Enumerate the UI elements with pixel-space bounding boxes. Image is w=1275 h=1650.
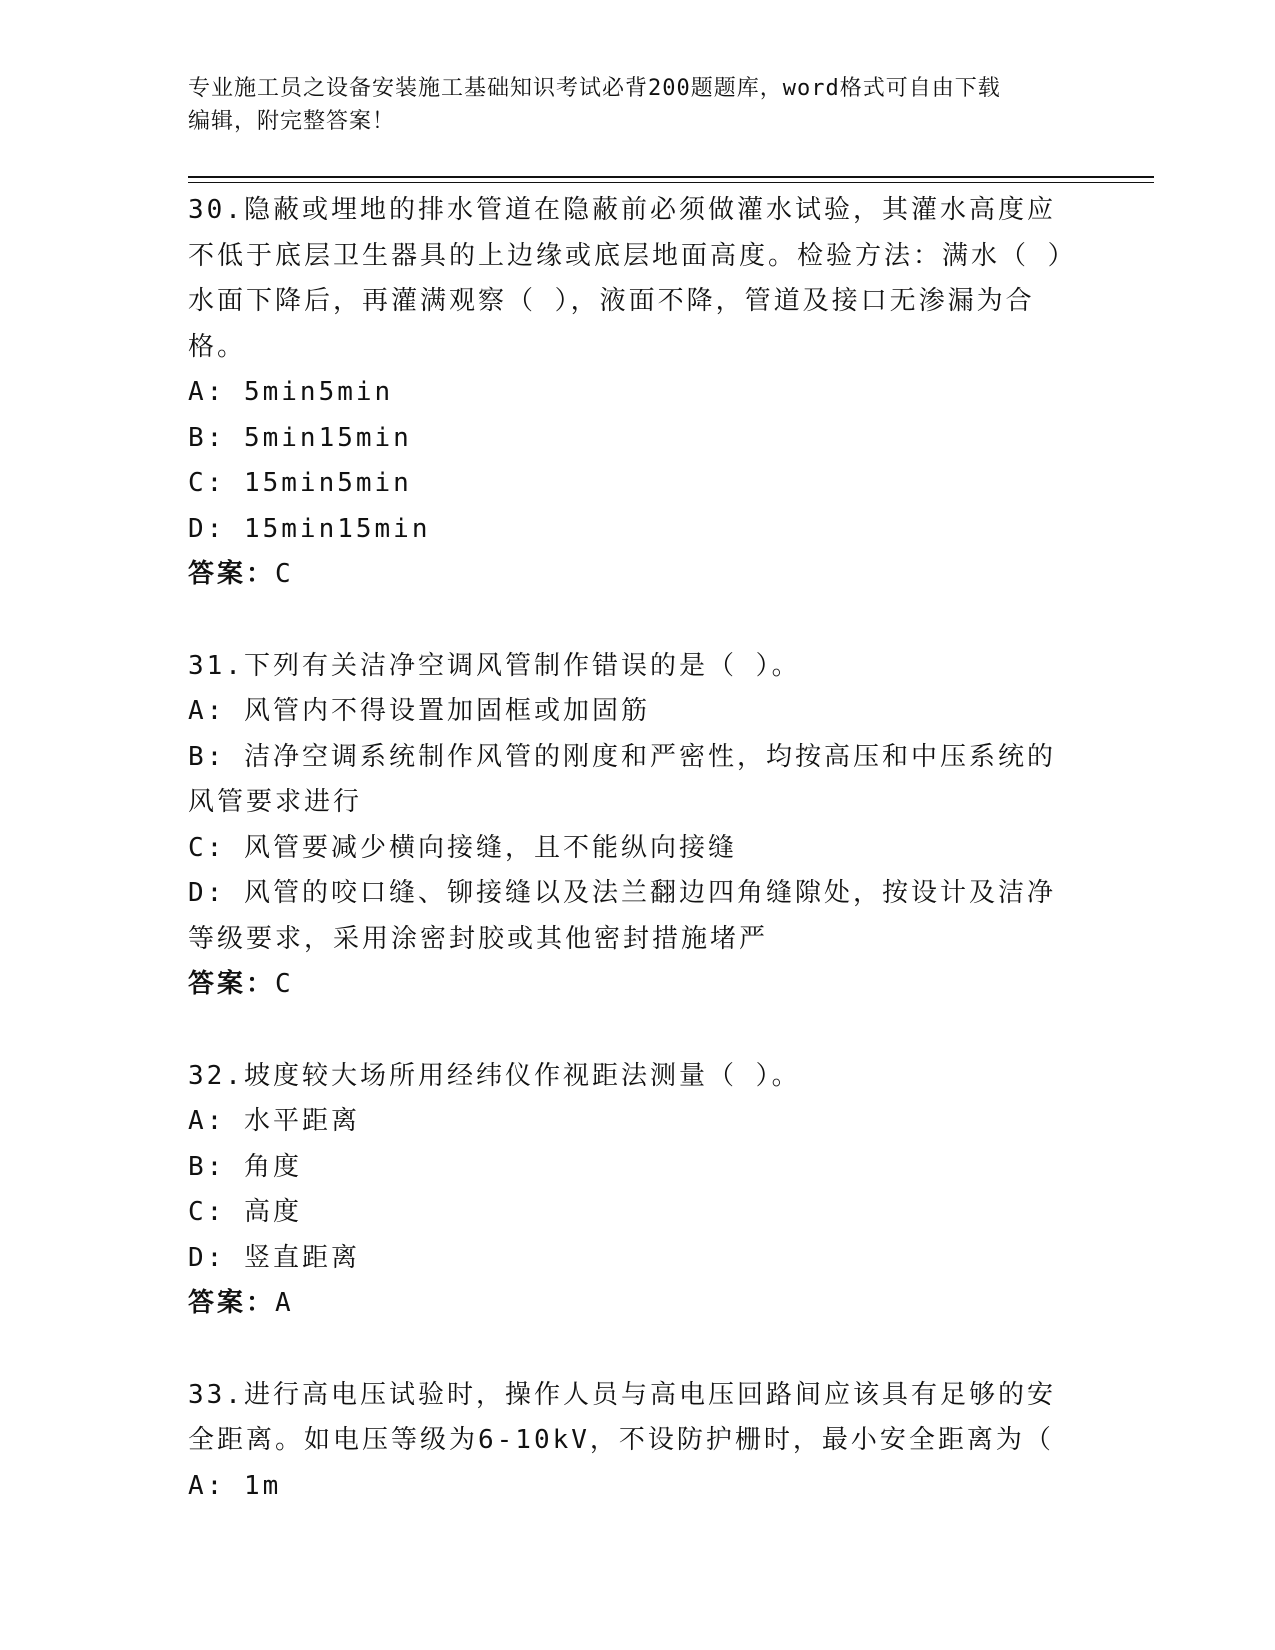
question-30 <box>188 188 1078 598</box>
option-b: B: 角度 <box>188 1151 302 1182</box>
question-text: 32.坡度较大场所用经纬仪作视距法测量（ ）。 <box>188 1060 801 1091</box>
header-divider-thick <box>188 176 1154 178</box>
option-d: D: 风管的咬口缝、铆接缝以及法兰翻边四角缝隙处，按设计及洁净等级要求，采用涂密封胶或其他密封措施堵严 <box>188 878 1056 954</box>
option-a: A: 1m <box>188 1470 282 1501</box>
option-b: B: 洁净空调系统制作风管的刚度和严密性，均按高压和中压系统的风管要求进行 <box>188 741 1056 817</box>
answer-value: C <box>275 559 293 589</box>
option-a: A: 5min5min <box>188 377 394 407</box>
header-divider-thin <box>188 182 1154 183</box>
option-d: D: 15min15min <box>188 513 431 544</box>
option-b: B: 5min15min <box>188 422 412 453</box>
question-list <box>188 188 1078 1509</box>
answer-value: C <box>275 969 293 999</box>
option-c: C: 风管要减少横向接缝，且不能纵向接缝 <box>188 832 737 863</box>
question-32 <box>188 1054 1078 1327</box>
question-text: 31.下列有关洁净空调风管制作错误的是（ ）。 <box>188 650 801 681</box>
header-line-1: 专业施工员之设备安装施工基础知识考试必背200题题库，word格式可自由下载 <box>188 76 1001 101</box>
answer <box>188 962 1078 1008</box>
option-a: A: 风管内不得设置加固框或加固筋 <box>188 696 650 726</box>
header-line-2: 编辑，附完整答案！ <box>188 109 396 134</box>
question-31 <box>188 644 1078 1008</box>
document-header <box>188 72 1068 138</box>
question-text: 33.进行高电压试验时，操作人员与高电压回路间应该具有足够的安全距离。如电压等级为6-10kV，不设防护栅时，最小安全距离为（ <box>188 1379 1056 1455</box>
answer <box>188 1281 1078 1327</box>
answer-label: 答案： <box>188 559 276 589</box>
option-d: D: 竖直距离 <box>188 1242 360 1273</box>
option-a: A: 水平距离 <box>188 1106 360 1136</box>
question-33 <box>188 1373 1078 1510</box>
answer-label: 答案： <box>188 1288 276 1318</box>
option-c: C: 高度 <box>188 1197 302 1227</box>
question-text: 30.隐蔽或埋地的排水管道在隐蔽前必须做灌水试验，其灌水高度应不低于底层卫生器具的上边缘或底层地面高度。检验方法：满水（ ）水面下降后，再灌满观察（ ），液面不降，管道及接口无渗漏为合格。 <box>188 195 1077 362</box>
answer <box>188 552 1078 598</box>
answer-value: A <box>275 1288 293 1318</box>
answer-label: 答案： <box>188 969 276 999</box>
option-c: C: 15min5min <box>188 468 412 498</box>
